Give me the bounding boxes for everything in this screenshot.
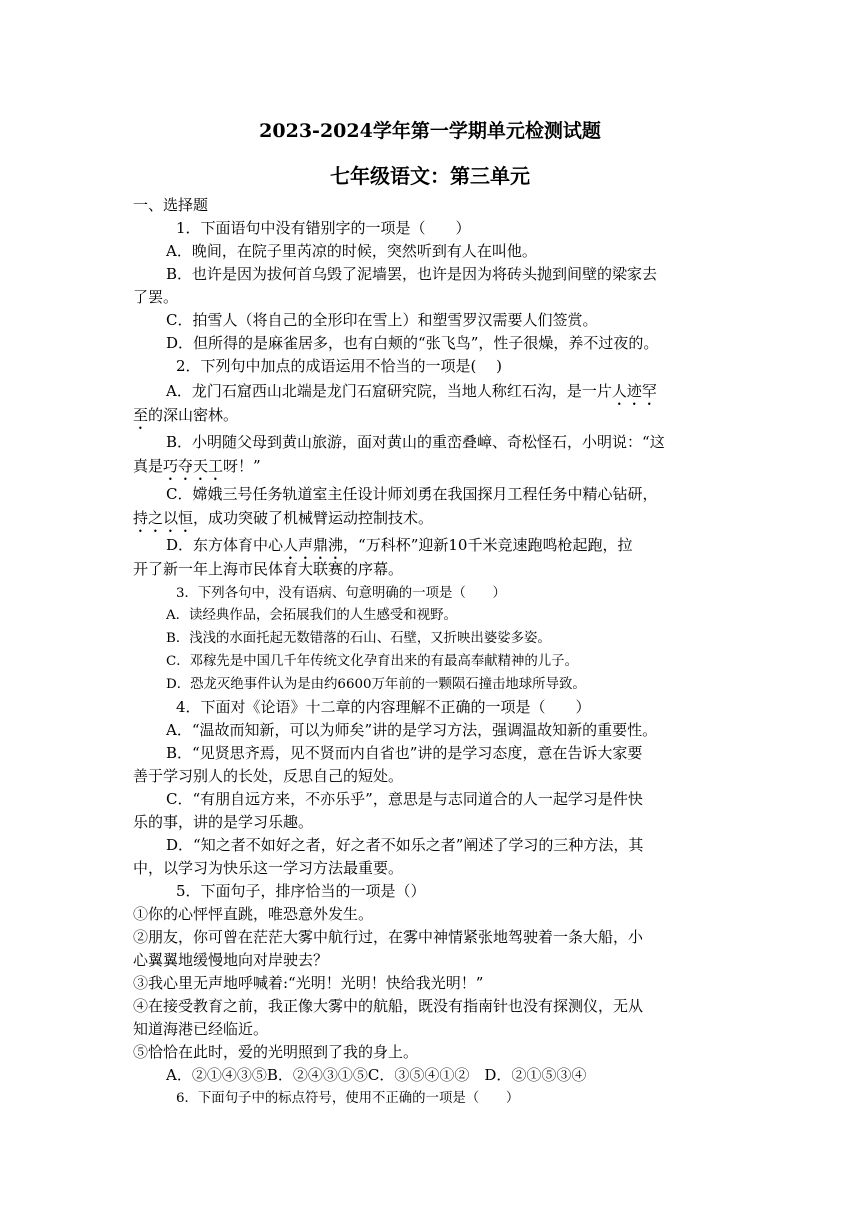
question-2-stem: 2．下列句中加点的成语运用不恰当的一项是( ) [176,357,503,375]
question-4-option-a: A．“温故而知新，可以为师矣”讲的是学习方法，强调温故知新的重要性。 [166,721,658,739]
dotted-idiom: 人迹罕 [611,382,657,400]
question-4-option-d-cont: 中，以学习为快乐这一学习方法最重要。 [133,859,404,877]
question-5-sentence-3: ③我心里无声地呼喊着:“光明！光明！快给我光明！” [133,974,484,992]
option-text: ，成功突破了机械臂运动控制技术。 [193,509,434,527]
question-2-option-b-cont [133,455,261,484]
option-text: A．龙门石窟西山北端是龙门石窟研究院，当地人称红石沟，是一片 [166,382,612,400]
question-5-sentence-2-cont: 心翼翼地缓慢地向对岸驶去？ [133,951,329,969]
question-3-option-d: D．恐龙灭绝事件认为是由约6600万年前的一颗陨石撞击地球所导致。 [166,677,586,692]
question-4-option-c-cont: 乐的事，讲的是学习乐趣。 [133,813,314,831]
question-3-option-a: A．读经典作品，会拓展我们的人生感受和视野。 [166,608,457,623]
section-heading: 一、选择题 [133,196,209,214]
option-text: 的深山密林。 [148,406,239,424]
dotted-idiom: 巧夺天工 [163,457,224,475]
dotted-idiom: 人声鼎沸 [283,536,344,554]
question-1-stem: 1．下面语句中没有错别字的一项是（ ） [176,219,471,237]
question-5-stem: 5．下面句子，排序恰当的一项是（） [176,882,426,900]
option-text: ，“万科杯”迎新10千米竞速跑鸣枪起跑，拉 [343,536,633,554]
question-4-option-b-cont: 善于学习别人的长处，反思自己的短处。 [133,767,404,785]
question-5-sentence-4: ④在接受教育之前，我正像大雾中的航船，既没有指南针也没有探测仪，无从 [133,997,644,1015]
question-3-option-b: B．浅浅的水面托起无数错落的石山、石壁，又折映出婆娑多姿。 [166,631,551,646]
dotted-idiom: 持之以恒 [133,509,194,527]
question-4-option-d: D．“知之者不如好之者，好之者不如乐之者”阐述了学习的三种方法，其 [166,836,644,854]
question-1-option-d: D．但所得的是麻雀居多，也有白颊的“张飞鸟”，性子很燥，养不过夜的。 [166,334,659,352]
question-6-stem: 6．下面句子中的标点符号，使用不正确的一项是（ ） [176,1091,520,1106]
question-5-sentence-2: ②朋友，你可曾在茫茫大雾中航行过，在雾中神情紧张地驾驶着一条大船，小 [133,928,644,946]
question-2-option-c: C．嫦娥三号任务轨道室主任设计师刘勇在我国探月工程任务中精心钻研， [166,485,658,503]
question-4-option-c: C．“有朋自远方来，不亦乐乎”，意思是与志同道合的人一起学习是件快 [166,790,643,808]
question-1-option-a: A．晚间，在院子里芮凉的时候，突然听到有人在叫他。 [166,242,537,260]
question-1-option-c: C．拍雪人（将自己的全形印在雪上）和塑雪罗汉需要人们签赏。 [166,311,598,329]
page-subtitle: 七年级语文：第三单元 [330,164,530,188]
question-1-option-b-cont: 了罢。 [133,288,179,306]
question-2-option-c-cont [133,507,433,536]
option-text: 呀！” [223,457,261,475]
option-text: D．东方体育中心 [166,536,284,554]
question-3-stem: 3．下列各句中，没有语病、句意明确的一项是（ ） [176,586,506,601]
question-1-option-b: B．也许是因为拔何首乌毁了泥墙罢，也许是因为将砖头抛到间壁的梁家去 [166,265,658,283]
question-2-option-a-cont [133,404,238,433]
option-text: 真是 [133,457,164,475]
question-3-option-c: C．邓稼先是中国几千年传统文化孕育出来的有最高奉献精神的儿子。 [166,654,578,669]
question-5-options: A．②①④③⑤B．②④③①⑤C．③⑤④①② D．②①⑤③④ [166,1066,587,1084]
question-5-sentence-4-cont: 知道海港已经临近。 [133,1020,269,1038]
question-5-sentence-1: ①你的心怦怦直跳，唯恐意外发生。 [133,905,374,923]
question-4-option-b: B．“见贤思齐焉，见不贤而内自省也”讲的是学习态度，意在告诉大家要 [166,744,643,762]
page-title: 2023-2024学年第一学期单元检测试题 [259,120,601,142]
question-2-option-a [166,380,657,409]
dotted-idiom: 至 [133,406,149,424]
question-2-option-b: B．小明随父母到黄山旅游，面对黄山的重峦叠嶂、奇松怪石，小明说：“这 [166,433,665,451]
question-4-stem: 4．下面对《论语》十二章的内容理解不正确的一项是（ ） [176,698,591,716]
question-2-option-d-cont: 开了新一年上海市民体育大联赛的序幕。 [133,560,404,578]
question-5-sentence-5: ⑤恰恰在此时，爱的光明照到了我的身上。 [133,1043,419,1061]
